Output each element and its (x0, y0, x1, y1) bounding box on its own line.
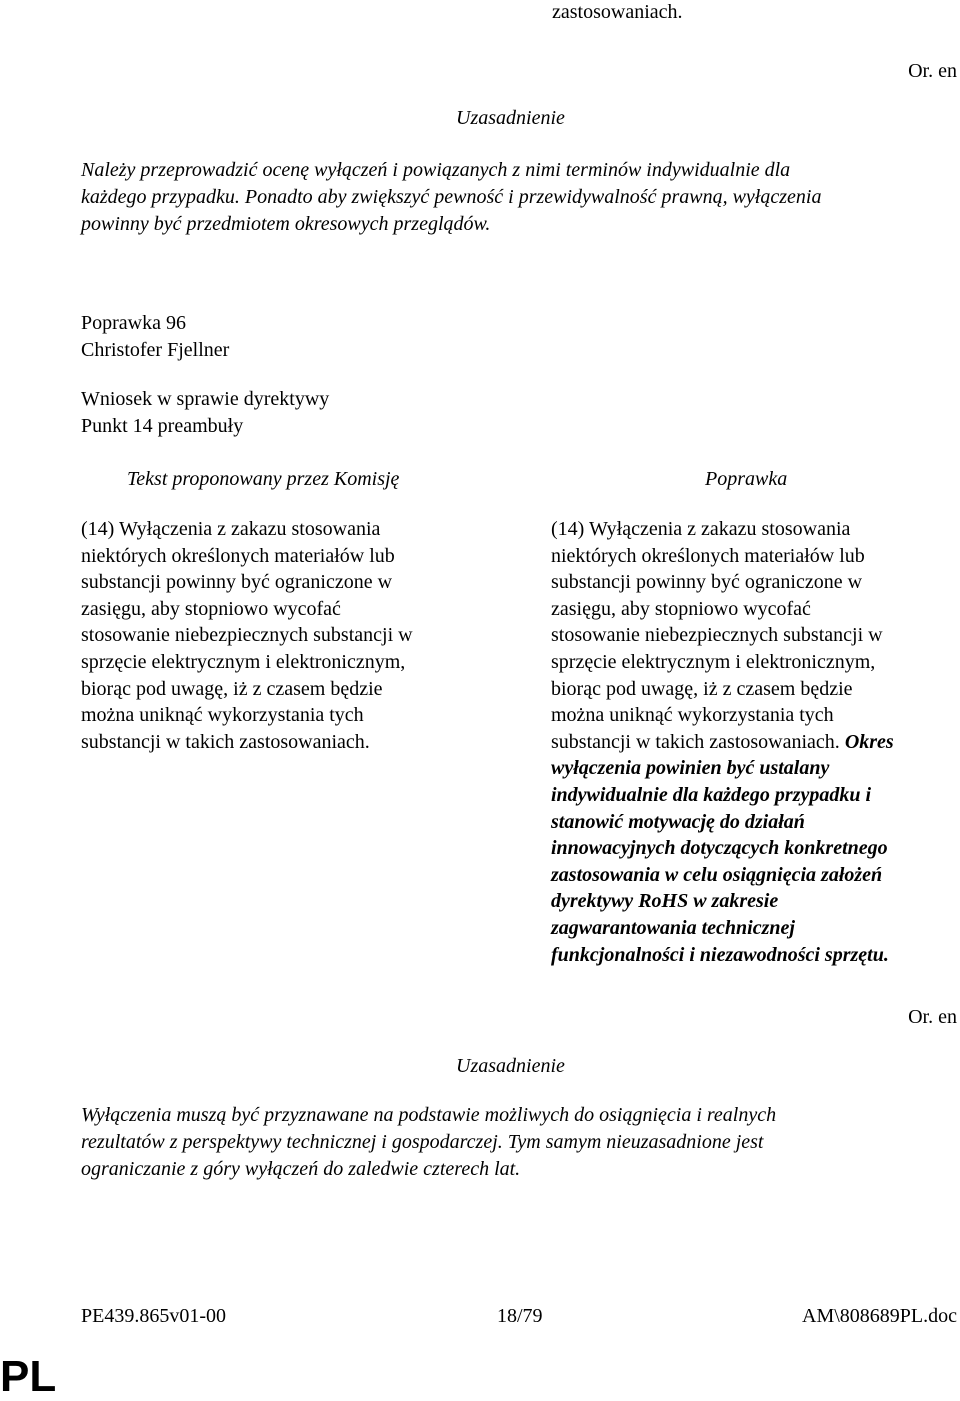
commission-text (81, 516, 413, 755)
unchanged-text: substancji w takich zastosowaniach. (551, 730, 845, 753)
proposal-title: Wniosek w sprawie dyrektywy (81, 388, 330, 410)
text-line: sprzęcie elektrycznym i elektronicznym, (551, 650, 876, 673)
text-line: stosowanie niebezpiecznych substancji w (81, 624, 413, 647)
original-language-label: Or. en (908, 1006, 957, 1028)
text-line: zasięgu, aby stopniowo wycofać (551, 597, 811, 620)
document-reference: PE439.865v01-00 (81, 1305, 226, 1327)
text-line-mixed (551, 729, 894, 756)
justification-line: powinny być przedmiotem okresowych przeglądów. (81, 213, 491, 235)
text-line: niektórych określonych materiałów lub (81, 544, 395, 567)
added-text-line: stanowić motywację do działań (551, 810, 805, 833)
added-text-line: zastosowania w celu osiągnięcia założeń (551, 863, 883, 886)
amendment-text (551, 516, 894, 968)
justification-line: rezultatów z perspektywy technicznej i gospodarczej. Tym samym nieuzasadnione jest (81, 1131, 764, 1153)
text-line: (14) Wyłączenia z zakazu stosowania (81, 518, 381, 540)
text-line: substancji powinny być ograniczone w (551, 571, 863, 594)
text-line: stosowanie niebezpiecznych substancji w (551, 624, 883, 647)
text-line: niektórych określonych materiałów lub (551, 544, 865, 567)
text-line: substancji w takich zastosowaniach. (81, 730, 370, 753)
text-line: można uniknąć wykorzystania tych (81, 704, 364, 727)
added-text-line: funkcjonalności i niezawodności sprzętu. (551, 943, 889, 966)
amendment-number: Poprawka 96 (81, 312, 186, 334)
commission-text-header: Tekst proponowany przez Komisję (127, 468, 400, 490)
text-line: substancji powinny być ograniczone w (81, 571, 393, 594)
continued-text-fragment: zastosowaniach. (552, 1, 683, 23)
added-text-line: zagwarantowania technicznej (551, 916, 795, 939)
justification-heading: Uzasadnienie (456, 1055, 565, 1077)
justification-text (81, 1102, 776, 1183)
justification-heading: Uzasadnienie (456, 107, 565, 129)
justification-line: ograniczanie z góry wyłączeń do zaledwie czterech lat. (81, 1158, 521, 1180)
added-text-line: wyłączenia powinien być ustalany (551, 757, 830, 780)
text-line: można uniknąć wykorzystania tych (551, 704, 834, 727)
justification-line: Należy przeprowadzić ocenę wyłączeń i powiązanych z nimi terminów indywidualnie dla (81, 159, 791, 181)
file-name: AM\808689PL.doc (802, 1305, 957, 1327)
added-text-line: innowacyjnych dotyczących konkretnego (551, 837, 888, 860)
added-text: Okres (844, 730, 894, 753)
amended-point: Punkt 14 preambuły (81, 415, 244, 437)
page-number: 18/79 (497, 1305, 543, 1327)
added-text-line: dyrektywy RoHS w zakresie (551, 890, 779, 913)
text-line: biorąc pod uwagę, iż z czasem będzie (551, 677, 853, 700)
justification-text (81, 157, 821, 238)
text-line: biorąc pod uwagę, iż z czasem będzie (81, 677, 383, 700)
amendment-header: Poprawka (705, 468, 788, 490)
original-language-label: Or. en (908, 60, 957, 82)
justification-line: Wyłączenia muszą być przyznawane na podstawie możliwych do osiągnięcia i realnych (81, 1104, 777, 1126)
justification-line: każdego przypadku. Ponadto aby zwiększyć pewność i przewidywalność prawną, wyłączenia (81, 186, 822, 208)
amendment-author: Christofer Fjellner (81, 339, 230, 361)
text-line: zasięgu, aby stopniowo wycofać (81, 597, 341, 620)
language-code: PL (0, 1352, 57, 1401)
text-line: sprzęcie elektrycznym i elektronicznym, (81, 650, 406, 673)
text-line: (14) Wyłączenia z zakazu stosowania (551, 518, 851, 540)
added-text-line: indywidualnie dla każdego przypadku i (551, 783, 872, 806)
